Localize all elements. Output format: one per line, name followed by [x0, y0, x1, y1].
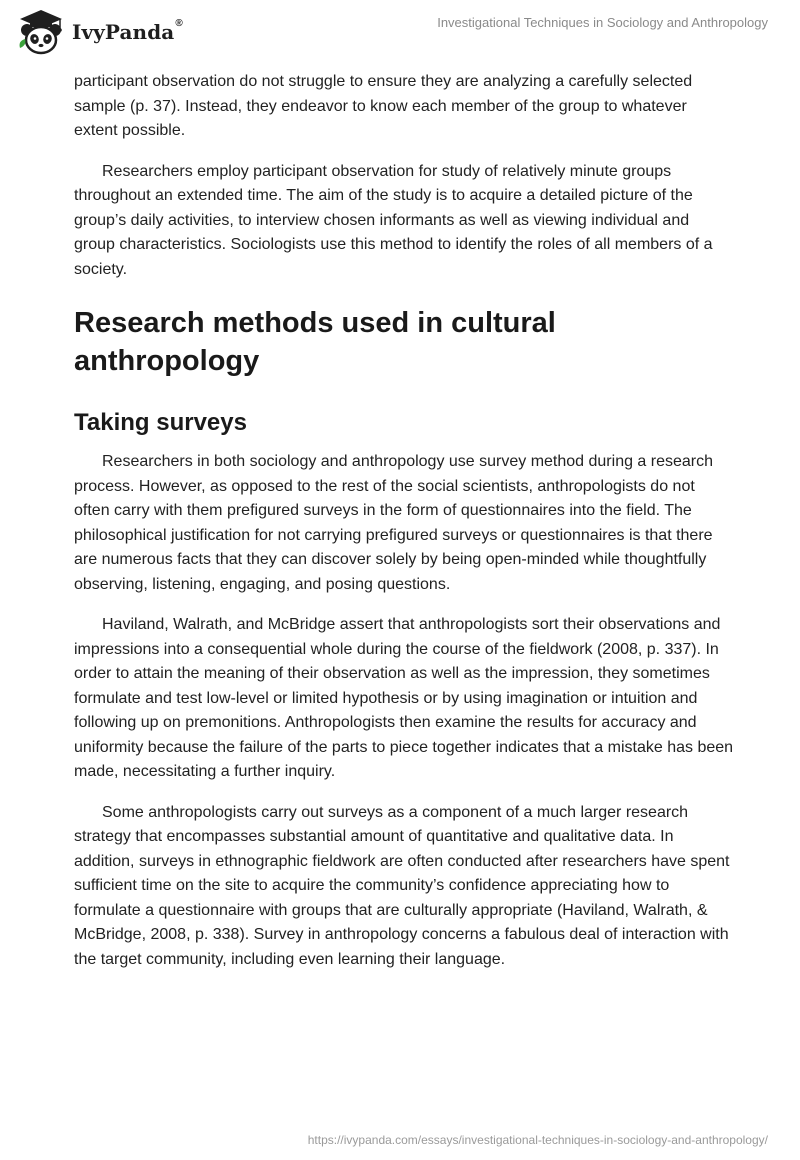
article-body: [74, 70, 734, 988]
footer-url[interactable]: https://ivypanda.com/essays/investigational-techniques-in-sociology-and-anthropology/: [307, 1133, 768, 1147]
paragraph-2: Researchers employ participant observation for study of relatively minute groups throughout an extended time. The aim of the study is to acquire a detailed picture of the group’s daily activities, to interview chosen informants as well as viewing individual and group characteristics. Sociologists use this method to identify the roles of all members of a society.: [74, 162, 713, 278]
document-title: Investigational Techniques in Sociology and Anthropology: [437, 15, 768, 30]
section-heading: Research methods used in cultural anthropology: [74, 307, 556, 377]
paragraph-3: Researchers in both sociology and anthropology use survey method during a research process. However, as opposed to the rest of the social scientists, anthropologists do not often carry with them prefigured surveys in the form of questionnaires into the field. The philosophical justification for not carrying prefigured surveys or questionnaires is that there are numerous facts that they can discover solely by being open-minded while thoughtfully observing, listening, engaging, and posing questions.: [74, 453, 714, 593]
logo-wordmark: IvyPanda: [72, 20, 175, 44]
registered-mark: ®: [175, 18, 183, 29]
paragraph-1: participant observation do not struggle to ensure they are analyzing a carefully selected sample (p. 37). Instead, they endeavor to know each member of the group to whatever extent possible.: [74, 73, 693, 139]
logo-text: [72, 20, 183, 44]
logo[interactable]: [16, 8, 183, 56]
page-header: [0, 0, 800, 64]
paragraph-4: Haviland, Walrath, and McBridge assert that anthropologists sort their observations and impressions into a consequential whole during the course of the fieldwork (2008, p. 337). In order to attain the meaning of their observation as well as the impression, they sometimes formulate and test low-level or limited hypothesis or by using imagination or intuition and following up on premonitions. Anthropologists then examine the results for accuracy and uniformity because the failure of the parts to piece together indicates that a mistake has been made, necessitating a further inquiry.: [74, 616, 734, 780]
panda-logo-icon: [16, 8, 66, 56]
paragraph-5: Some anthropologists carry out surveys as a component of a much larger research strategy that encompasses substantial amount of quantitative and qualitative data. In addition, surveys in ethnographic fieldwork are often conducted after researchers have spent sufficient time on the site to acquire the community’s confidence appreciating how to formulate a questionnaire with groups that are culturally appropriate (Haviland, Walrath, & McBridge, 2008, p. 338). Survey in anthropology concerns a fabulous deal of interaction with the target community, including even learning their language.: [74, 803, 730, 968]
subsection-heading: Taking surveys: [74, 409, 247, 436]
